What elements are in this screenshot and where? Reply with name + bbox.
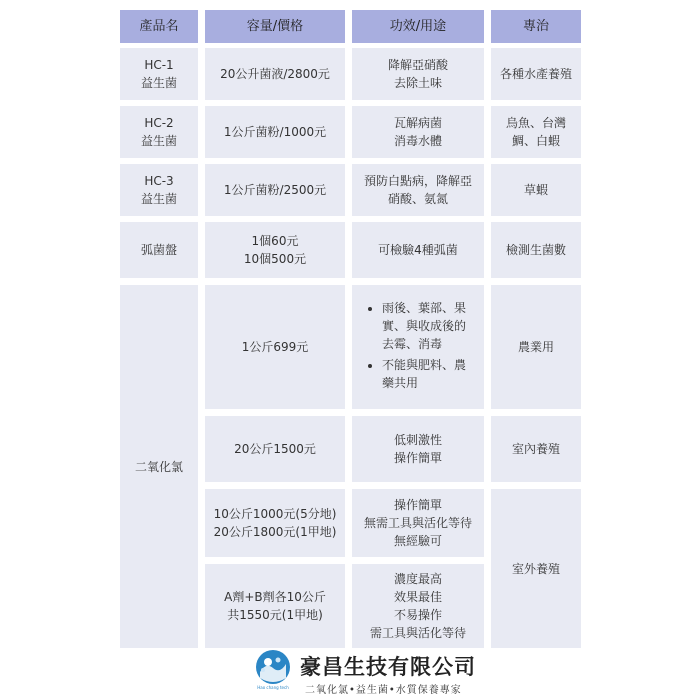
cell-chlorine-indoor-price: 20公斤1500元	[205, 416, 345, 482]
header-effect-usage: 功效/用途	[352, 10, 484, 43]
svg-text:Hao chang tech: Hao chang tech	[257, 685, 289, 690]
cell-vibrio-price: 1個60元 10個500元	[205, 222, 345, 278]
effect-bullet-list	[364, 299, 466, 395]
effect-bullet-item: • 不能與肥料、農 藥共用	[382, 356, 466, 392]
cell-hc2-effect: 瓦解病菌 消毒水體	[352, 106, 484, 158]
cell-chlorine-outdoor-target: 室外養殖	[491, 489, 581, 648]
cell-vibrio-effect: 可檢驗4種弧菌	[352, 222, 484, 278]
cell-hc1-name: HC-1 益生菌	[120, 48, 198, 100]
cell-vibrio-target: 檢測生菌數	[491, 222, 581, 278]
cell-chlorine-outdoor1-effect: 操作簡單 無需工具與活化等待 無經驗可	[352, 489, 484, 557]
company-logo-icon	[252, 648, 294, 690]
cell-hc2-name: HC-2 益生菌	[120, 106, 198, 158]
cell-hc3-target: 草蝦	[491, 164, 581, 216]
header-treatment: 專治	[491, 10, 581, 43]
company-name: 豪昌生技有限公司	[300, 654, 476, 679]
cell-chlorine-outdoor1-price: 10公斤1000元(5分地) 20公斤1800元(1甲地)	[205, 489, 345, 557]
cell-hc2-target: 烏魚、台灣 鯛、白蝦	[491, 106, 581, 158]
cell-chlorine-agri-effect	[352, 285, 484, 409]
cell-chlorine-name: 二氧化氯	[120, 285, 198, 648]
cell-chlorine-outdoor2-effect: 濃度最高 效果最佳 不易操作 需工具與活化等待	[352, 564, 484, 648]
cell-hc3-name: HC-3 益生菌	[120, 164, 198, 216]
cell-hc3-price: 1公斤菌粉/2500元	[205, 164, 345, 216]
cell-chlorine-agri-target: 農業用	[491, 285, 581, 409]
cell-hc1-target: 各種水產養殖	[491, 48, 581, 100]
company-tagline: 二氧化氯•益生菌•水質保養專家	[305, 685, 462, 696]
cell-hc1-effect: 降解亞硝酸 去除土味	[352, 48, 484, 100]
cell-hc3-effect: 預防白點病，降解亞 硝酸、氨氮	[352, 164, 484, 216]
cell-hc1-price: 20公升菌液/2800元	[205, 48, 345, 100]
cell-chlorine-indoor-target: 室內養殖	[491, 416, 581, 482]
cell-chlorine-agri-price: 1公斤699元	[205, 285, 345, 409]
cell-vibrio-name: 弧菌盤	[120, 222, 198, 278]
cell-hc2-price: 1公斤菌粉/1000元	[205, 106, 345, 158]
cell-chlorine-outdoor2-price: A劑+B劑各10公斤 共1550元(1甲地)	[205, 564, 345, 648]
header-product-name: 產品名	[120, 10, 198, 43]
header-capacity-price: 容量/價格	[205, 10, 345, 43]
cell-chlorine-indoor-effect: 低刺激性 操作簡單	[352, 416, 484, 482]
effect-bullet-item: • 雨後、葉部、果 實、與收成後的 去霉、消毒	[382, 299, 466, 353]
